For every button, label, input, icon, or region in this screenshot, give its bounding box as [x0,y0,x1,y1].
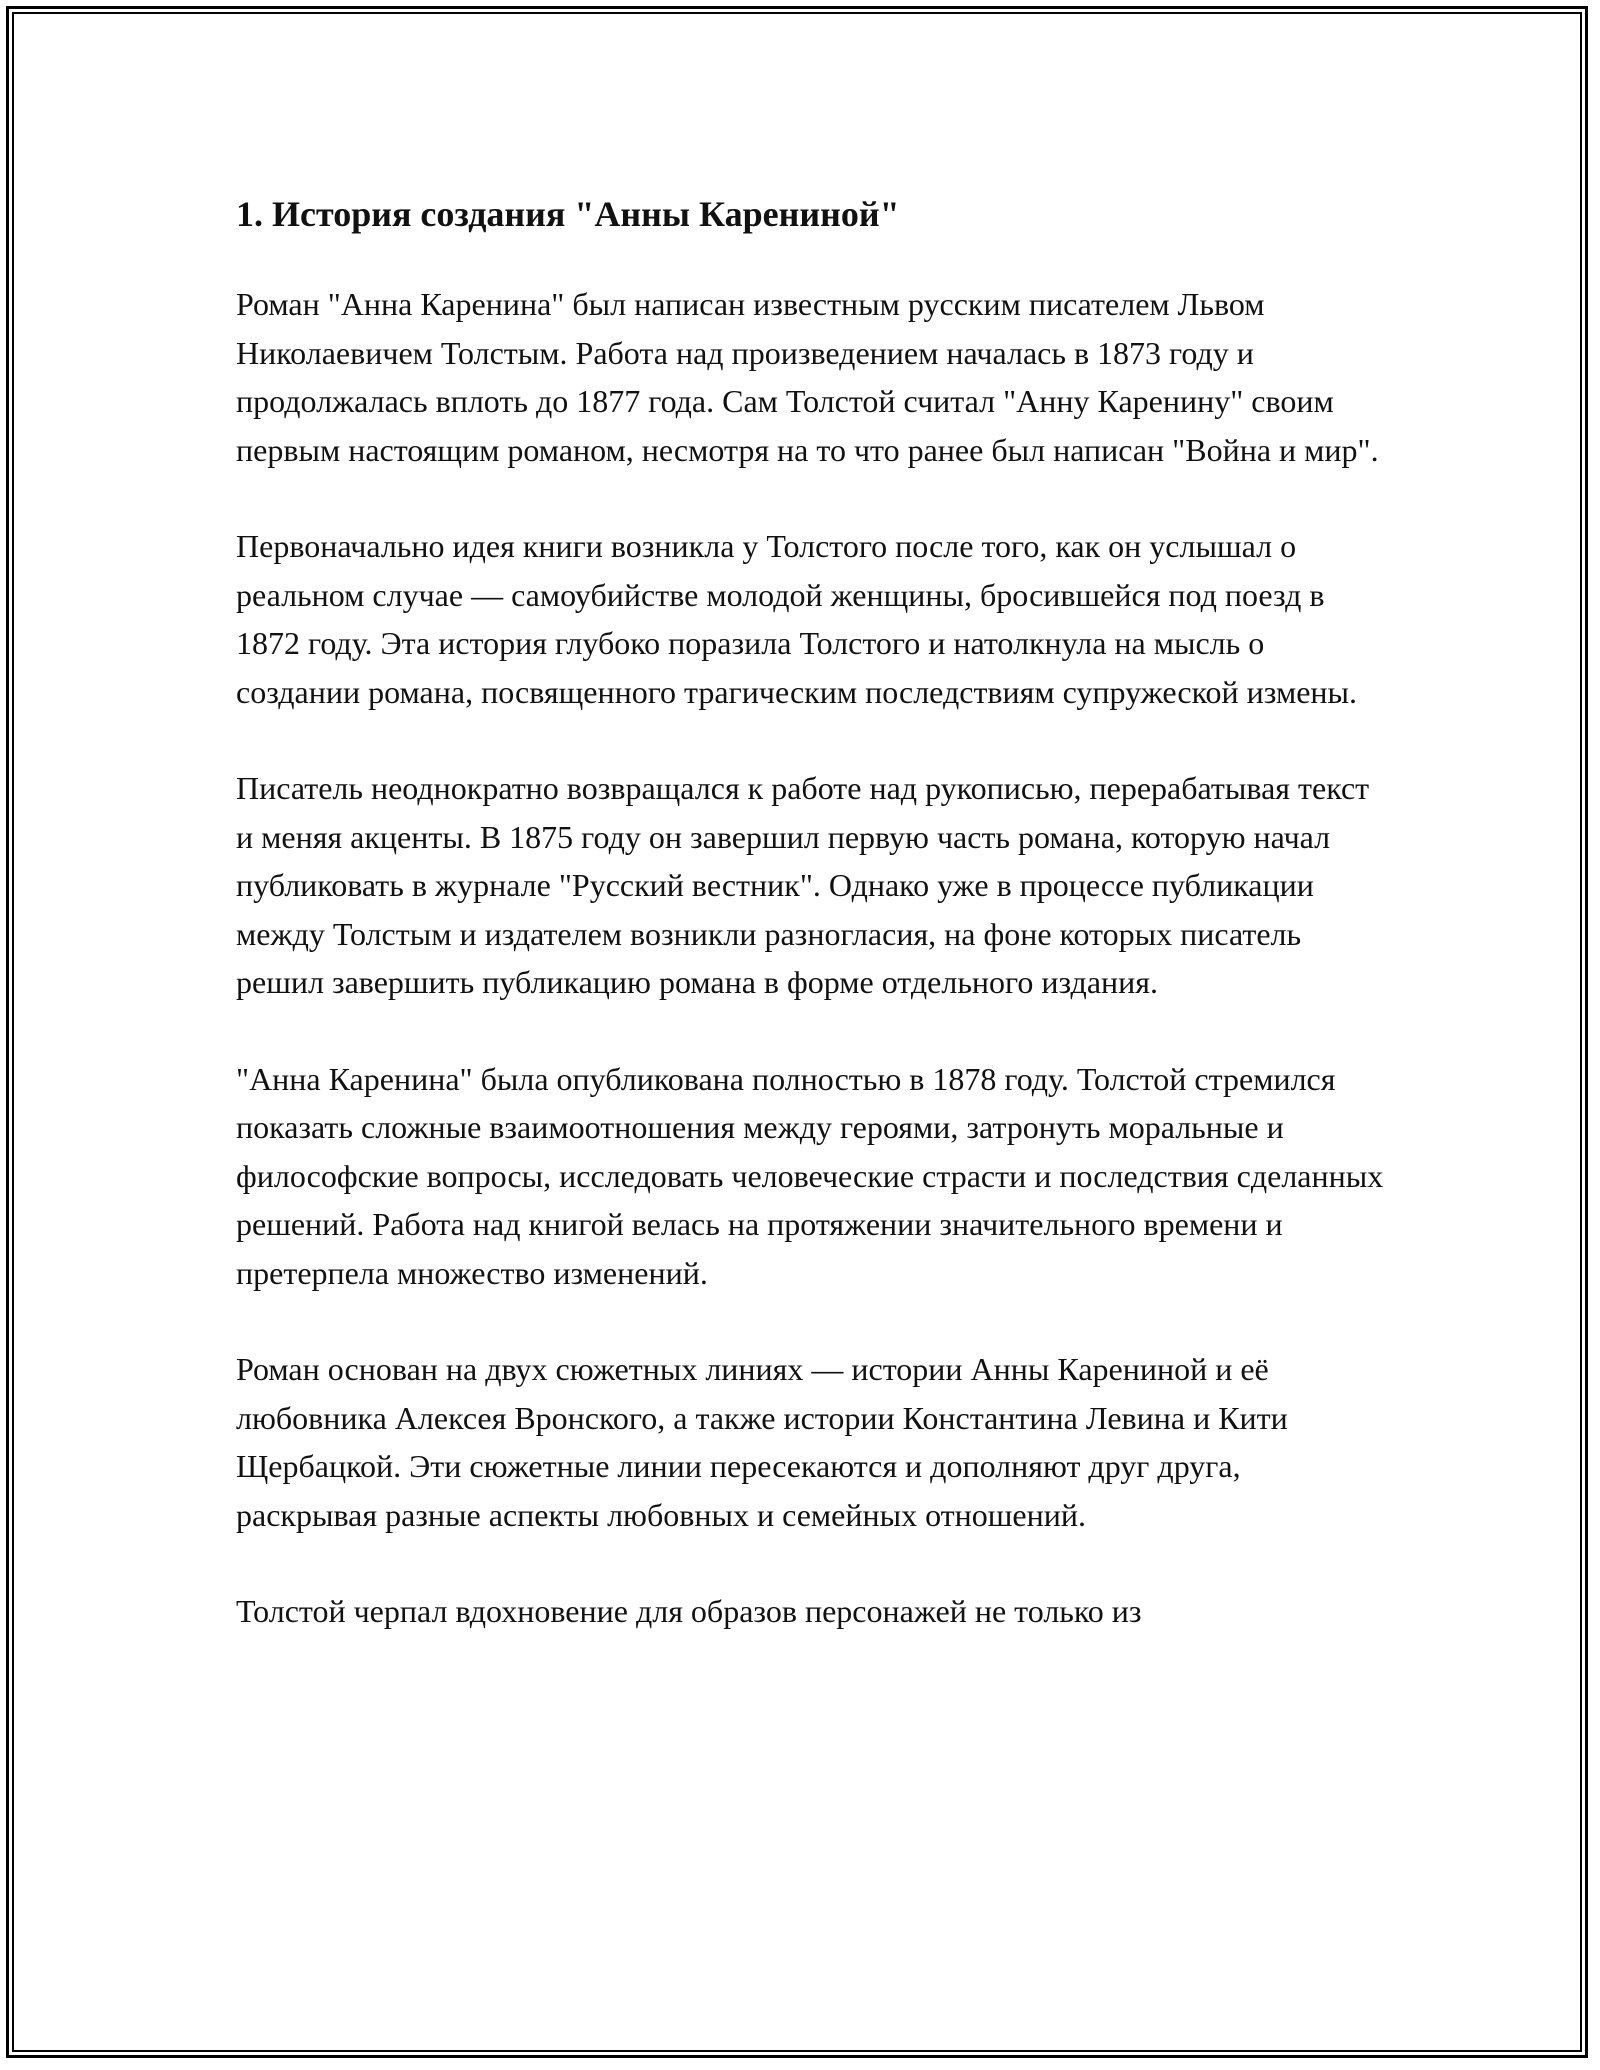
paragraph-2: Первоначально идея книги возникла у Толстого после того, как он услышал о реальном случае — самоубийстве молодой женщины, бросившейся под поезд в 1872 году. Эта история глубоко поразила Толстого и натолкнула на мысль о создании романа, посвященного трагическим последствиям супружеской измены. [236,528,1358,710]
paragraph-4: "Анна Каренина" была опубликована полностью в 1878 году. Толстой стремился показать сложные взаимоотношения между героями, затронуть моральные и философские вопросы, исследовать человеческие страсти и последствия сделанных решений. Работа над книгой велась на протяжении значительного времени и претерпела множество изменений. [236,1060,1384,1291]
paragraph-5: Роман основан на двух сюжетных линиях — истории Анны Карениной и её любовника Алексея Вронского, а также истории Константина Левина и Кити Щербацкой. Эти сюжетные линии пересекаются и дополняют друг друга, раскрывая разные аспекты любовных и семейных отношений. [236,1351,1288,1533]
section-heading: 1. История создания "Анны Карениной" [236,194,900,234]
document-body [236,186,1386,1636]
paragraph-6: Толстой черпал вдохновение для образов персонажей не только из [236,1593,1142,1629]
paragraph-3: Писатель неоднократно возвращался к работе над рукописью, перерабатывая текст и меняя акценты. В 1875 году он завершил первую часть романа, которую начал публиковать в журнале "Русский вестник". Однако уже в процессе публикации между Толстым и издателем возникли разногласия, на фоне которых писатель решил завершить публикацию романа в форме отдельного издания. [236,770,1370,1000]
paragraph-1: Роман "Анна Каренина" был написан известным русским писателем Львом Николаевичем Толстым. Работа над произведением началась в 1873 году и продолжалась вплоть до 1877 года. Сам Толстой считал "Анну Каренину" своим первым настоящим романом, несмотря на то что ранее был написан "Война и мир". [236,286,1379,468]
